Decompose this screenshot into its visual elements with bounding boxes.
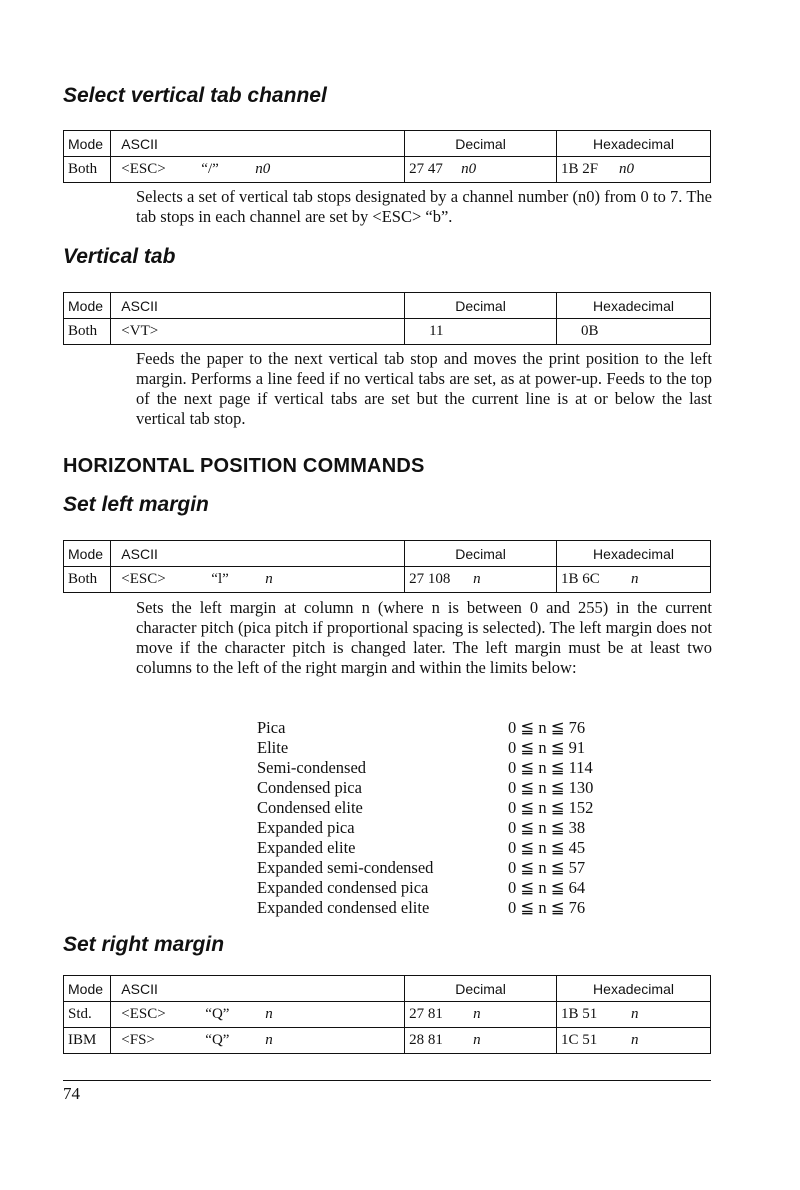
cell-decimal bbox=[405, 567, 557, 593]
limit-range: 0 ≦ n ≦ 114 bbox=[508, 758, 593, 777]
decimal-param: n0 bbox=[461, 161, 477, 177]
cell-decimal bbox=[405, 157, 557, 183]
limit-range: 0 ≦ n ≦ 57 bbox=[508, 858, 586, 877]
table-row bbox=[64, 319, 711, 345]
command-table-select-vertical-tab-channel bbox=[63, 130, 711, 183]
cell-decimal: 11 bbox=[405, 319, 557, 345]
cell-ascii bbox=[111, 157, 405, 183]
table-header-row bbox=[64, 541, 711, 567]
cell-hex bbox=[557, 1028, 711, 1054]
left-margin-limits-list bbox=[257, 718, 637, 918]
command-table-set-left-margin bbox=[63, 540, 711, 593]
limit-name: Expanded condensed elite bbox=[257, 898, 430, 917]
header-mode: Mode bbox=[64, 976, 111, 1002]
limit-name: Elite bbox=[257, 738, 289, 757]
list-item bbox=[257, 818, 637, 838]
hex-param: n bbox=[631, 1032, 639, 1048]
decimal-value: 27 81 bbox=[409, 1006, 443, 1022]
list-item bbox=[257, 858, 637, 878]
limit-range: 0 ≦ n ≦ 76 bbox=[508, 898, 586, 917]
limit-range: 0 ≦ n ≦ 38 bbox=[508, 818, 586, 837]
ascii-code: <ESC> bbox=[121, 571, 166, 587]
limit-name: Pica bbox=[257, 718, 286, 737]
header-hex: Hexadecimal bbox=[557, 293, 711, 319]
cell-hex bbox=[557, 1002, 711, 1028]
header-mode: Mode bbox=[64, 293, 111, 319]
limit-range: 0 ≦ n ≦ 45 bbox=[508, 838, 586, 857]
header-decimal: Decimal bbox=[405, 541, 557, 567]
cell-ascii: <VT> bbox=[111, 319, 405, 345]
header-mode: Mode bbox=[64, 131, 111, 157]
limit-range: 0 ≦ n ≦ 76 bbox=[508, 718, 586, 737]
header-ascii: ASCII bbox=[111, 293, 405, 319]
group-heading-horizontal-position-commands: HORIZONTAL POSITION COMMANDS bbox=[63, 455, 425, 477]
list-item bbox=[257, 878, 637, 898]
decimal-param: n bbox=[473, 1032, 481, 1048]
header-mode: Mode bbox=[64, 541, 111, 567]
hex-param: n0 bbox=[619, 161, 635, 177]
hex-value: 1C 51 bbox=[561, 1032, 598, 1048]
table-row bbox=[64, 157, 711, 183]
hex-value: 1B 51 bbox=[561, 1006, 598, 1022]
ascii-code: <FS> bbox=[121, 1032, 155, 1048]
command-table-vertical-tab bbox=[63, 292, 711, 345]
section-title-set-left-margin: Set left margin bbox=[63, 493, 209, 516]
list-item bbox=[257, 898, 637, 918]
limit-range: 0 ≦ n ≦ 91 bbox=[508, 738, 586, 757]
list-item bbox=[257, 758, 637, 778]
command-table-set-right-margin bbox=[63, 975, 711, 1054]
limit-name: Expanded semi-condensed bbox=[257, 858, 434, 877]
section-title-vertical-tab: Vertical tab bbox=[63, 245, 176, 268]
cell-ascii bbox=[111, 567, 405, 593]
limit-range: 0 ≦ n ≦ 64 bbox=[508, 878, 586, 897]
section-title-select-vertical-tab-channel: Select vertical tab channel bbox=[63, 84, 327, 107]
ascii-char: “/” bbox=[201, 161, 219, 177]
table-row bbox=[64, 1028, 711, 1054]
ascii-char: “l” bbox=[211, 571, 229, 587]
list-item bbox=[257, 738, 637, 758]
cell-ascii bbox=[111, 1002, 405, 1028]
list-item bbox=[257, 838, 637, 858]
header-hex: Hexadecimal bbox=[557, 976, 711, 1002]
footer-divider bbox=[63, 1080, 711, 1081]
limit-name: Expanded elite bbox=[257, 838, 356, 857]
page-number: 74 bbox=[63, 1084, 80, 1103]
decimal-value: 27 47 bbox=[409, 161, 443, 177]
list-item bbox=[257, 778, 637, 798]
list-item bbox=[257, 798, 637, 818]
section-description: Sets the left margin at column n (where n is between 0 and 255) in the current character pitch (pica pitch if proportional spacing is selected). The left margin does not move if the character pitch is changed later. The left margin must be at least two columns to the left of the right margin and within the limits below: bbox=[136, 598, 712, 677]
ascii-param: n bbox=[265, 1006, 273, 1022]
table-row bbox=[64, 1002, 711, 1028]
ascii-param: n0 bbox=[255, 161, 271, 177]
cell-hex bbox=[557, 157, 711, 183]
header-ascii: ASCII bbox=[111, 131, 405, 157]
header-decimal: Decimal bbox=[405, 131, 557, 157]
cell-ascii bbox=[111, 1028, 405, 1054]
hex-param: n bbox=[631, 571, 639, 587]
ascii-char: “Q” bbox=[205, 1006, 230, 1022]
cell-hex bbox=[557, 567, 711, 593]
cell-hex: 0B bbox=[557, 319, 711, 345]
table-row bbox=[64, 567, 711, 593]
header-ascii: ASCII bbox=[111, 976, 405, 1002]
decimal-value: 28 81 bbox=[409, 1032, 443, 1048]
header-hex: Hexadecimal bbox=[557, 541, 711, 567]
cell-mode: IBM bbox=[64, 1028, 111, 1054]
cell-mode: Both bbox=[64, 157, 111, 183]
header-hex: Hexadecimal bbox=[557, 131, 711, 157]
section-title-set-right-margin: Set right margin bbox=[63, 933, 225, 956]
decimal-param: n bbox=[473, 1006, 481, 1022]
ascii-char: “Q” bbox=[205, 1032, 230, 1048]
ascii-param: n bbox=[265, 1032, 273, 1048]
limit-name: Semi-condensed bbox=[257, 758, 367, 777]
hex-value: 1B 2F bbox=[561, 161, 599, 177]
limit-name: Expanded pica bbox=[257, 818, 355, 837]
list-item bbox=[257, 718, 637, 738]
ascii-code: <ESC> bbox=[121, 1006, 166, 1022]
decimal-param: n bbox=[473, 571, 481, 587]
section-description: Selects a set of vertical tab stops designated by a channel number (n0) from 0 to 7. The tab stops in each channel are set by <ESC> “b”. bbox=[136, 187, 712, 226]
cell-mode: Std. bbox=[64, 1002, 111, 1028]
hex-value: 1B 6C bbox=[561, 571, 600, 587]
ascii-code: <ESC> bbox=[121, 161, 166, 177]
cell-mode: Both bbox=[64, 319, 111, 345]
limit-name: Condensed elite bbox=[257, 798, 363, 817]
limit-range: 0 ≦ n ≦ 130 bbox=[508, 778, 594, 797]
limit-range: 0 ≦ n ≦ 152 bbox=[508, 798, 594, 817]
decimal-value: 27 108 bbox=[409, 571, 451, 587]
ascii-param: n bbox=[265, 571, 273, 587]
header-decimal: Decimal bbox=[405, 293, 557, 319]
cell-decimal bbox=[405, 1028, 557, 1054]
cell-decimal bbox=[405, 1002, 557, 1028]
header-decimal: Decimal bbox=[405, 976, 557, 1002]
cell-mode: Both bbox=[64, 567, 111, 593]
hex-param: n bbox=[631, 1006, 639, 1022]
table-header-row bbox=[64, 976, 711, 1002]
limit-name: Condensed pica bbox=[257, 778, 362, 797]
section-description: Feeds the paper to the next vertical tab stop and moves the print position to the left margin. Performs a line feed if no vertical tabs are set, as at power-up. Feeds to the top of the next page if vertical tabs are set but the current line is at or below the last vertical tab stop. bbox=[136, 349, 712, 428]
header-ascii: ASCII bbox=[111, 541, 405, 567]
limit-name: Expanded condensed pica bbox=[257, 878, 429, 897]
table-header-row bbox=[64, 131, 711, 157]
table-header-row bbox=[64, 293, 711, 319]
